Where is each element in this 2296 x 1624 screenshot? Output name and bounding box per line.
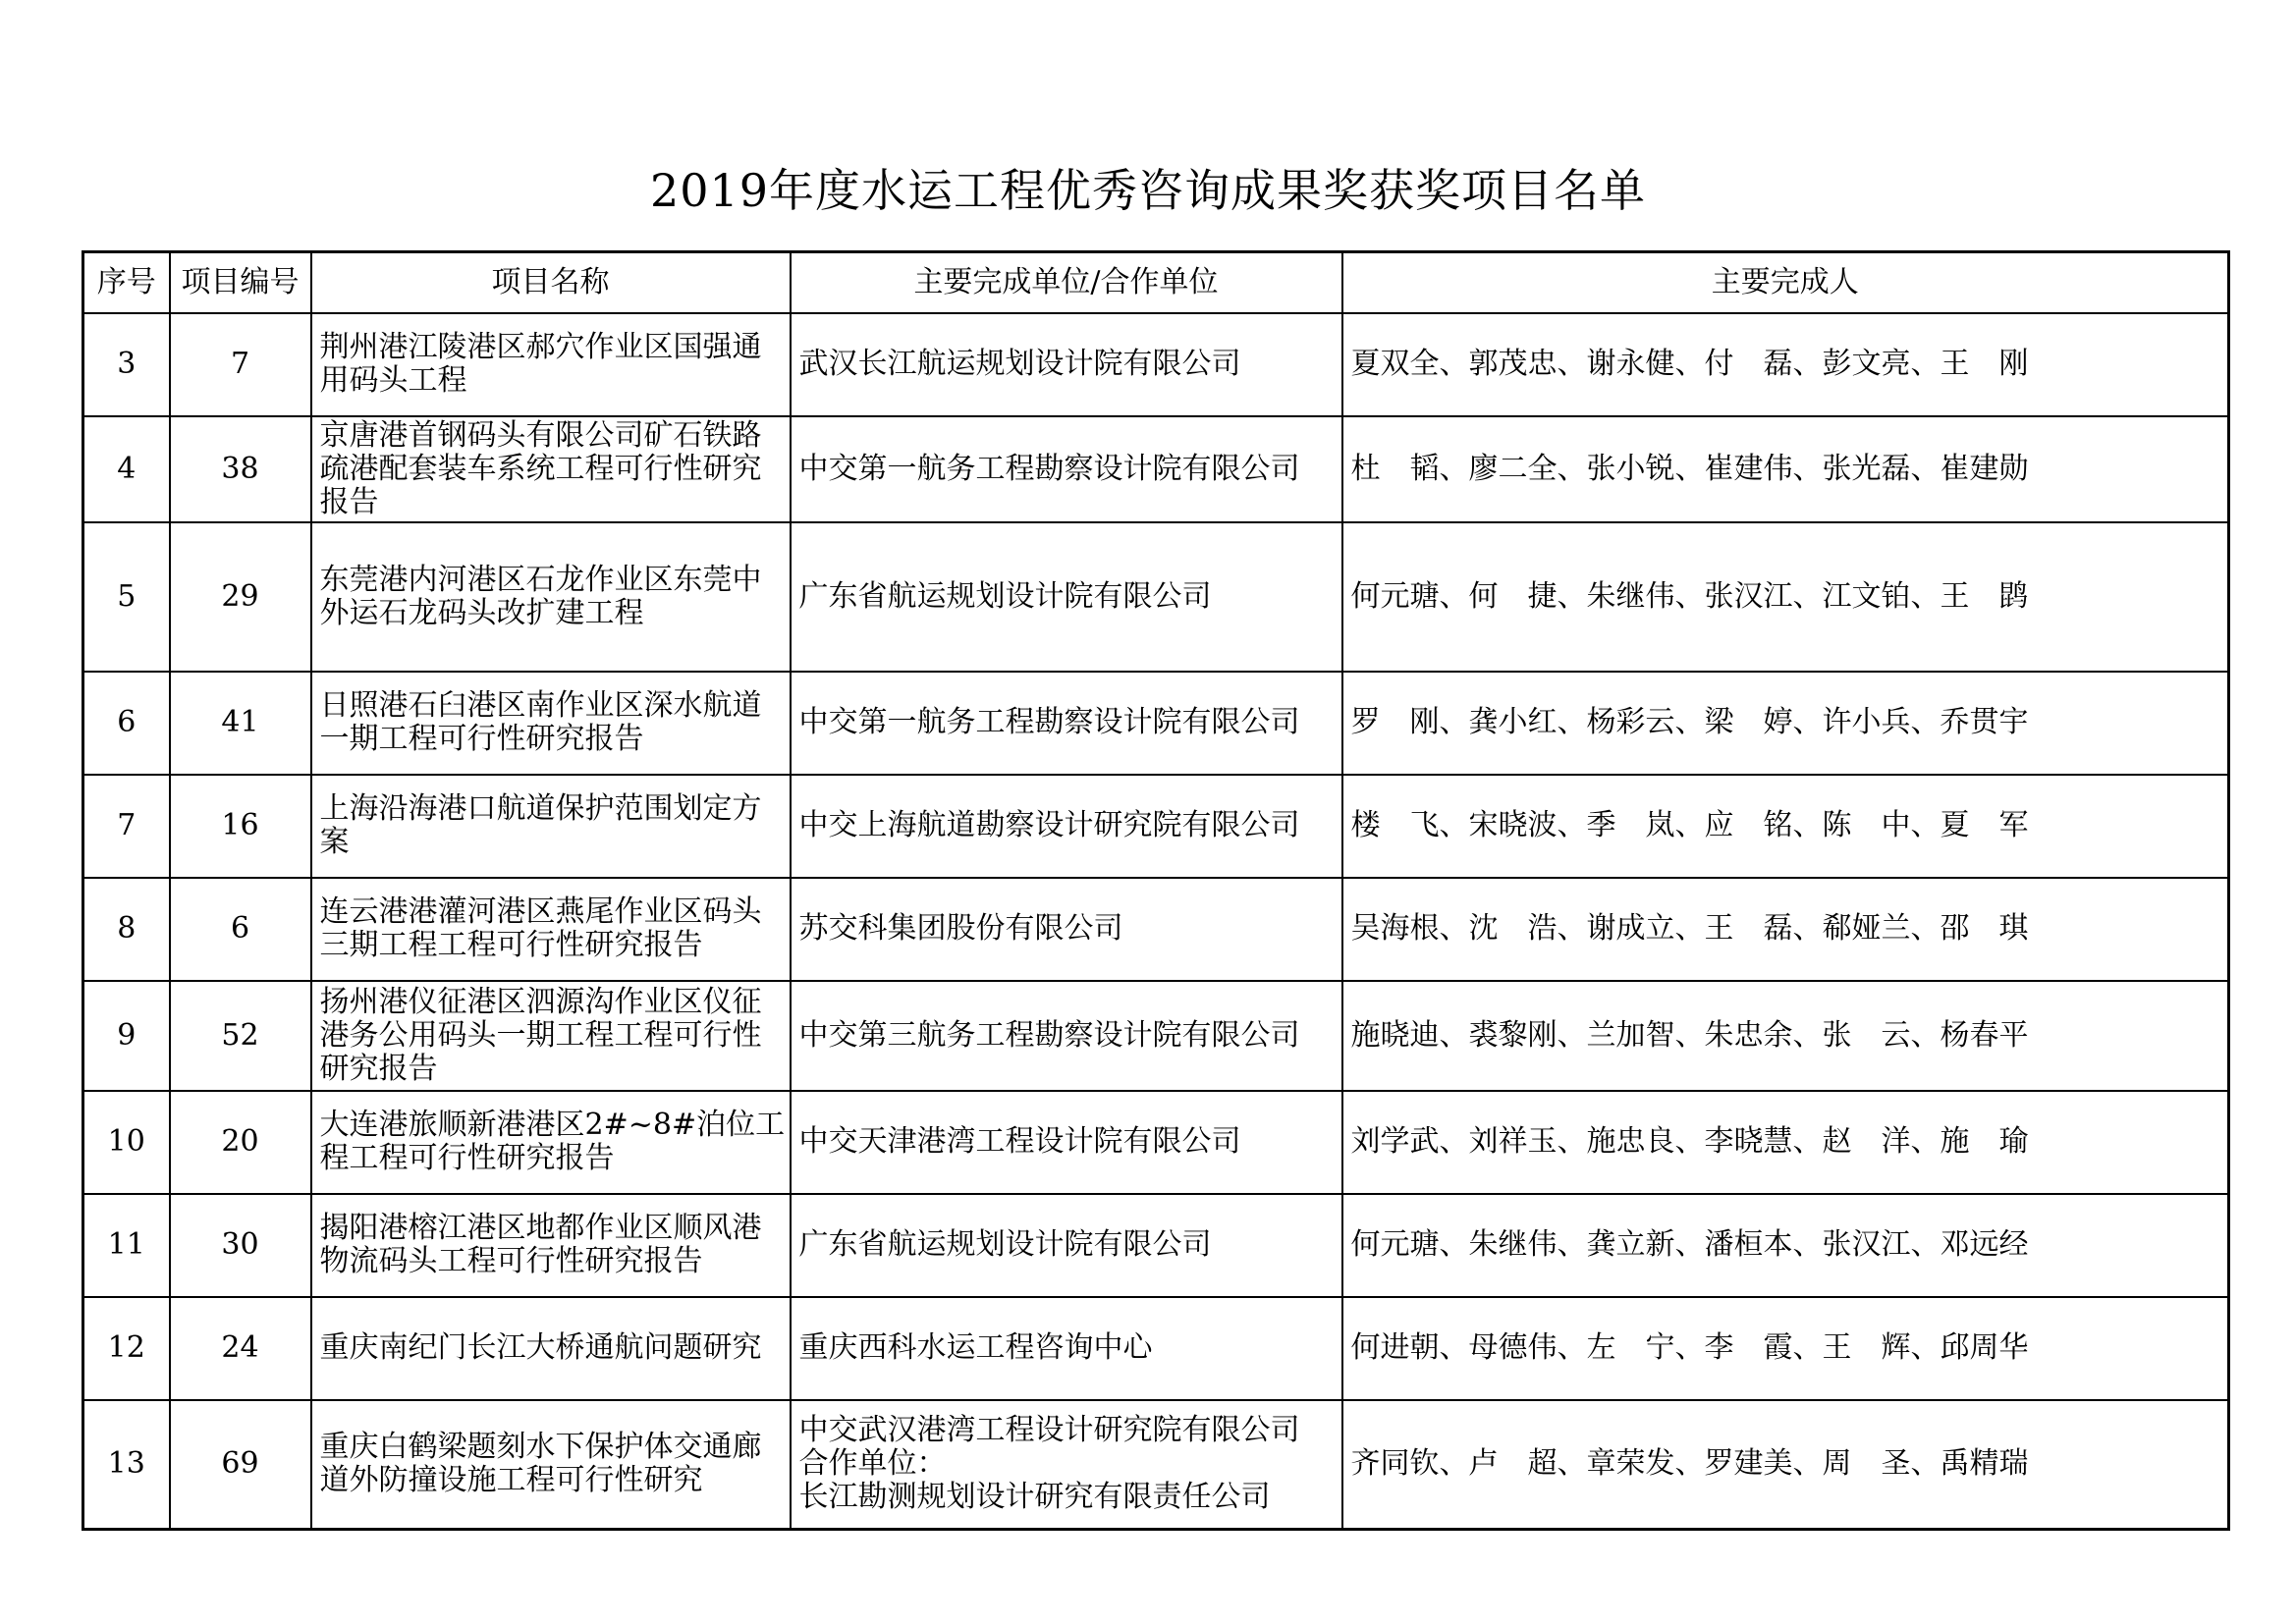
project-name-line: 研究报告 xyxy=(319,1051,438,1086)
cell-code: 20 xyxy=(170,1091,311,1194)
project-name-line: 用码头工程 xyxy=(319,363,467,398)
cell-persons: 夏双全、郭茂忠、谢永健、付 磊、彭文亮、王 刚 xyxy=(1342,313,2229,416)
project-name-line: 荆州港江陵港区郝穴作业区国强通 xyxy=(319,330,762,364)
table-row xyxy=(83,313,2229,416)
project-name-line: 大连港旅顺新港港区2#~8#泊位工 xyxy=(319,1108,786,1142)
cell-code: 7 xyxy=(170,313,311,416)
project-name-line: 日照港石臼港区南作业区深水航道 xyxy=(319,688,762,723)
cell-code: 24 xyxy=(170,1297,311,1400)
cell-seq: 5 xyxy=(83,522,170,672)
cell-project-name xyxy=(311,313,791,416)
project-name-line: 重庆白鹤梁题刻水下保护体交通廊 xyxy=(319,1430,762,1465)
unit-line: 中交第一航务工程勘察设计院有限公司 xyxy=(798,451,1300,486)
cell-seq: 8 xyxy=(83,878,170,981)
project-name-line: 连云港港灌河港区燕尾作业区码头 xyxy=(319,894,762,929)
cell-seq: 4 xyxy=(83,416,170,522)
cell-code: 30 xyxy=(170,1194,311,1297)
cell-seq: 3 xyxy=(83,313,170,416)
cell-code: 6 xyxy=(170,878,311,981)
cell-seq: 11 xyxy=(83,1194,170,1297)
cell-project-name xyxy=(311,981,791,1091)
header-name: 项目名称 xyxy=(311,252,791,313)
table-row xyxy=(83,981,2229,1091)
unit-line: 长江勘测规划设计研究有限责任公司 xyxy=(798,1480,1271,1515)
cell-project-name xyxy=(311,522,791,672)
table-row xyxy=(83,1194,2229,1297)
cell-persons: 刘学武、刘祥玉、施忠良、李晓慧、赵 洋、施 瑜 xyxy=(1342,1091,2229,1194)
cell-project-name xyxy=(311,878,791,981)
unit-line: 广东省航运规划设计院有限公司 xyxy=(798,578,1212,614)
cell-persons: 何元瑭、何 捷、朱继伟、张汉江、江文铂、王 鹍 xyxy=(1342,522,2229,672)
project-name-line: 上海沿海港口航道保护范围划定方 xyxy=(319,791,762,826)
table-header-row xyxy=(83,252,2229,313)
cell-project-name xyxy=(311,775,791,878)
header-code: 项目编号 xyxy=(170,252,311,313)
project-name-line: 一期工程可行性研究报告 xyxy=(319,722,644,756)
project-name-line: 港务公用码头一期工程工程可行性 xyxy=(319,1017,762,1053)
cell-units xyxy=(791,522,1342,672)
cell-code: 29 xyxy=(170,522,311,672)
cell-persons: 何元瑭、朱继伟、龚立新、潘桓本、张汉江、邓远经 xyxy=(1342,1194,2229,1297)
cell-seq: 12 xyxy=(83,1297,170,1400)
project-name-line: 程工程可行性研究报告 xyxy=(319,1141,615,1175)
unit-line: 中交第三航务工程勘察设计院有限公司 xyxy=(798,1017,1300,1053)
cell-persons: 何进朝、母德伟、左 宁、李 霞、王 辉、邱周华 xyxy=(1342,1297,2229,1400)
header-units: 主要完成单位/合作单位 xyxy=(791,252,1342,313)
unit-line: 广东省航运规划设计院有限公司 xyxy=(798,1227,1212,1262)
cell-seq: 9 xyxy=(83,981,170,1091)
cell-code: 41 xyxy=(170,672,311,775)
cell-persons: 齐同钦、卢 超、章荣发、罗建美、周 圣、禹精瑞 xyxy=(1342,1400,2229,1530)
project-name-line: 物流码头工程可行性研究报告 xyxy=(319,1244,703,1278)
cell-persons: 吴海根、沈 浩、谢成立、王 磊、郗娅兰、邵 琪 xyxy=(1342,878,2229,981)
project-name-line: 京唐港首钢码头有限公司矿石铁路 xyxy=(319,417,762,453)
cell-persons: 施晓迪、裘黎刚、兰加智、朱忠余、张 云、杨春平 xyxy=(1342,981,2229,1091)
cell-units xyxy=(791,313,1342,416)
table-row xyxy=(83,1297,2229,1400)
cell-units xyxy=(791,672,1342,775)
cell-code: 38 xyxy=(170,416,311,522)
cell-project-name xyxy=(311,1194,791,1297)
project-name-line: 揭阳港榕江港区地都作业区顺风港 xyxy=(319,1211,762,1245)
cell-code: 16 xyxy=(170,775,311,878)
unit-line: 中交上海航道勘察设计研究院有限公司 xyxy=(798,808,1300,842)
table-row xyxy=(83,775,2229,878)
header-persons: 主要完成人 xyxy=(1342,252,2229,313)
project-name-line: 外运石龙码头改扩建工程 xyxy=(319,595,644,630)
table-row xyxy=(83,1091,2229,1194)
project-name-line: 三期工程工程可行性研究报告 xyxy=(319,928,703,962)
cell-persons: 楼 飞、宋晓波、季 岚、应 铭、陈 中、夏 军 xyxy=(1342,775,2229,878)
table-row xyxy=(83,522,2229,672)
table-body xyxy=(83,313,2229,1530)
cell-units xyxy=(791,1091,1342,1194)
cell-seq: 6 xyxy=(83,672,170,775)
unit-line: 重庆西科水运工程咨询中心 xyxy=(798,1330,1153,1365)
unit-line: 中交第一航务工程勘察设计院有限公司 xyxy=(798,705,1300,739)
cell-seq: 10 xyxy=(83,1091,170,1194)
cell-units xyxy=(791,1194,1342,1297)
unit-line: 合作单位： xyxy=(798,1446,947,1482)
cell-persons: 罗 刚、龚小红、杨彩云、梁 婷、许小兵、乔贯宇 xyxy=(1342,672,2229,775)
project-name-line: 重庆南纪门长江大桥通航问题研究 xyxy=(319,1330,762,1365)
table-row xyxy=(83,672,2229,775)
cell-units xyxy=(791,1400,1342,1530)
project-name-line: 扬州港仪征港区泗源沟作业区仪征 xyxy=(319,984,762,1019)
project-name-line: 案 xyxy=(319,825,350,859)
cell-units xyxy=(791,878,1342,981)
cell-units xyxy=(791,1297,1342,1400)
unit-line: 武汉长江航运规划设计院有限公司 xyxy=(798,347,1241,381)
cell-code: 52 xyxy=(170,981,311,1091)
project-name-line: 报告 xyxy=(319,484,379,519)
cell-project-name xyxy=(311,416,791,522)
cell-seq: 7 xyxy=(83,775,170,878)
cell-units xyxy=(791,775,1342,878)
header-seq: 序号 xyxy=(83,252,170,313)
cell-units xyxy=(791,416,1342,522)
project-name-line: 疏港配套装车系统工程可行性研究 xyxy=(319,451,762,486)
unit-line: 苏交科集团股份有限公司 xyxy=(798,911,1123,946)
cell-project-name xyxy=(311,1091,791,1194)
cell-units xyxy=(791,981,1342,1091)
table-row xyxy=(83,878,2229,981)
cell-project-name xyxy=(311,672,791,775)
unit-line: 中交天津港湾工程设计院有限公司 xyxy=(798,1124,1241,1159)
table-row xyxy=(83,416,2229,522)
document-title: 2019年度水运工程优秀咨询成果奖获奖项目名单 xyxy=(649,164,1647,217)
cell-persons: 杜 韬、廖二全、张小锐、崔建伟、张光磊、崔建勋 xyxy=(1342,416,2229,522)
awards-table xyxy=(82,250,2230,1531)
project-name-line: 东莞港内河港区石龙作业区东莞中 xyxy=(319,562,762,597)
unit-line: 中交武汉港湾工程设计研究院有限公司 xyxy=(798,1413,1300,1448)
cell-project-name xyxy=(311,1400,791,1530)
table-row xyxy=(83,1400,2229,1530)
project-name-line: 道外防撞设施工程可行性研究 xyxy=(319,1463,703,1498)
cell-seq: 13 xyxy=(83,1400,170,1530)
cell-project-name xyxy=(311,1297,791,1400)
cell-code: 69 xyxy=(170,1400,311,1530)
